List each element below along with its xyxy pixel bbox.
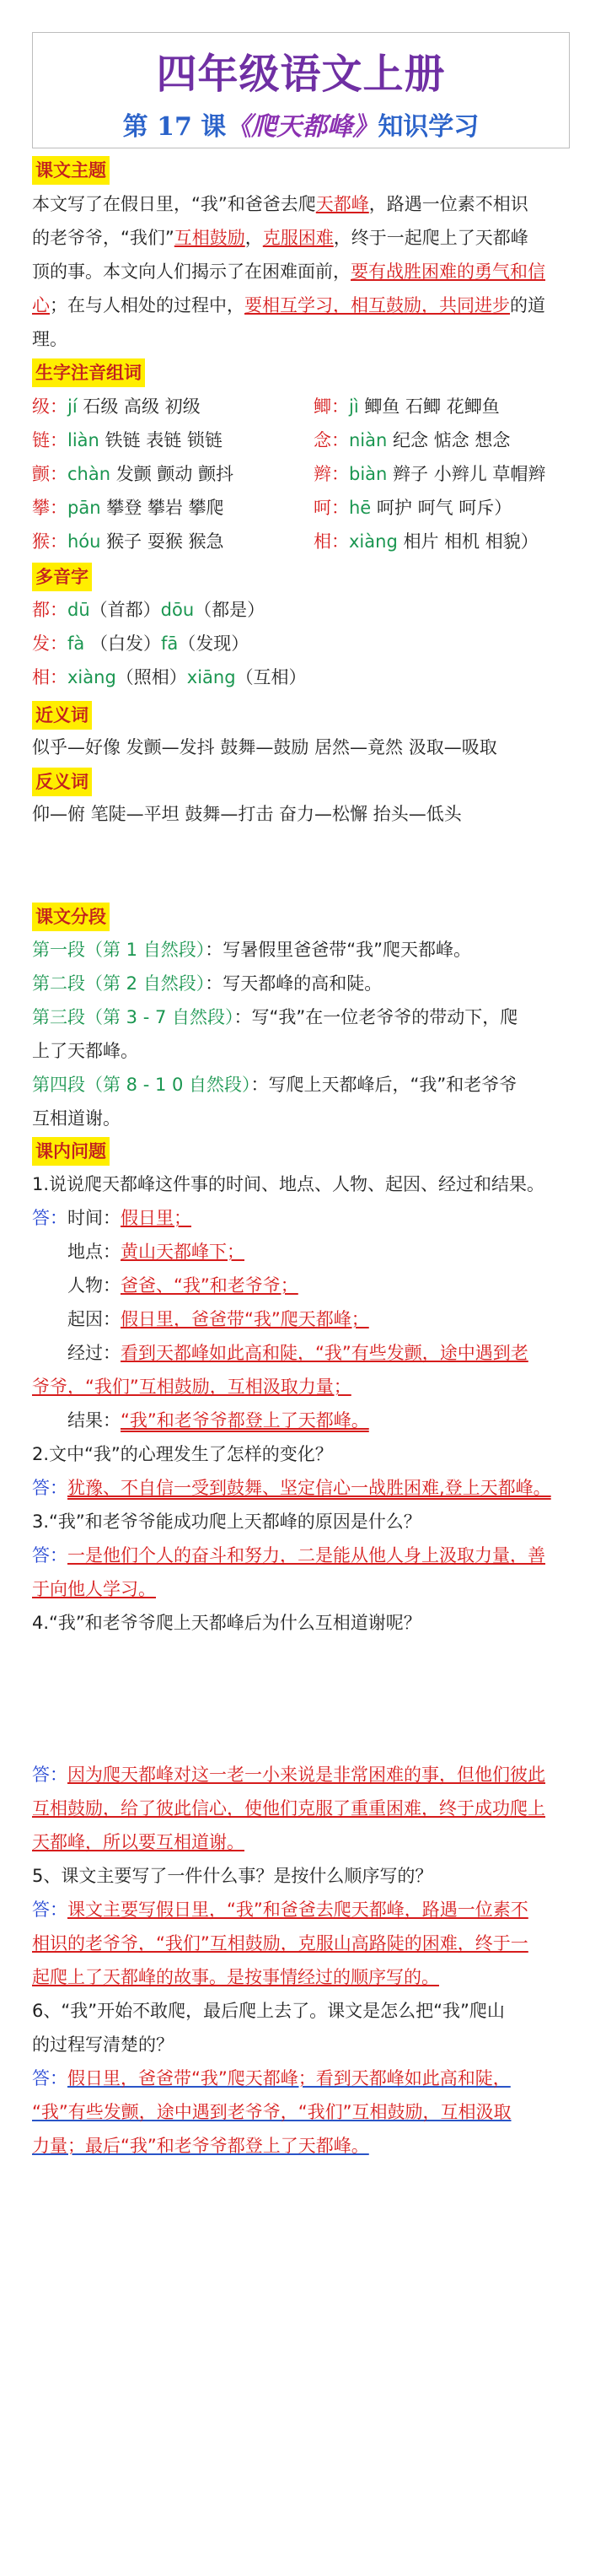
paragraph-label: 第一段（第 1 自然段） bbox=[32, 940, 206, 960]
synonym-list: 似乎—好像 发颤—发抖 鼓舞—鼓励 居然—竟然 汲取—吸取 bbox=[32, 737, 497, 757]
paragraph-text: 上了天都峰。 bbox=[32, 1041, 138, 1061]
polyphone-item bbox=[32, 627, 577, 660]
theme-line-5: 理。 bbox=[32, 329, 67, 349]
paragraph-item bbox=[32, 1034, 577, 1068]
pinyin-sound: jí bbox=[67, 396, 78, 417]
title-box bbox=[32, 32, 570, 148]
pinyin-sound: xiàng bbox=[349, 531, 398, 552]
pinyin-entry bbox=[314, 491, 512, 525]
polyphone-char: 相： bbox=[32, 667, 67, 687]
text: ，终于一起爬上了天都峰 bbox=[333, 228, 528, 248]
subtitle-lesson: 《爬天都峰》 bbox=[226, 112, 378, 142]
section-paragraphs: 课文分段 bbox=[32, 903, 110, 931]
answer-text: 一是他们个人的奋斗和努力，二是能从他人身上汲取力量，善 bbox=[67, 1545, 545, 1566]
q2-answer bbox=[32, 1471, 577, 1505]
answer-text: 相识的老爷爷，“我们”互相鼓励，克服山高路陡的困难，终于一 bbox=[32, 1933, 528, 1954]
paragraph-text: 互相道谢。 bbox=[32, 1108, 121, 1129]
answer-label: 答： bbox=[32, 1478, 67, 1498]
paragraph-text: ：写天都峰的高和陡。 bbox=[205, 973, 383, 994]
theme-line-1 bbox=[32, 187, 577, 221]
pinyin-words: 石级 高级 初级 bbox=[77, 396, 201, 417]
theme-line-2 bbox=[32, 221, 577, 255]
pinyin-words: 辫子 小辫儿 草帽辫 bbox=[387, 464, 546, 484]
q1-people bbox=[67, 1269, 577, 1302]
answer-text: 假日里； bbox=[121, 1208, 191, 1228]
pinyin-words: 呵护 呵气 呵斥） bbox=[371, 498, 512, 518]
section-theme: 课文主题 bbox=[32, 156, 110, 185]
q1-question: 1.说说爬天都峰这件事的时间、地点、人物、起因、经过和结果。 bbox=[32, 1174, 545, 1194]
q5-answer-3 bbox=[32, 1960, 577, 1994]
pinyin-char: 级： bbox=[32, 396, 67, 417]
q1-cause bbox=[67, 1302, 577, 1336]
section-synonym: 近义词 bbox=[32, 701, 92, 730]
pinyin-entry bbox=[314, 423, 510, 457]
pinyin-sound: hē bbox=[349, 498, 372, 518]
pinyin-char: 念： bbox=[314, 430, 349, 450]
pinyin-entry bbox=[32, 457, 233, 491]
pinyin-words: 铁链 表链 锁链 bbox=[99, 430, 223, 450]
lesson-subtitle bbox=[33, 105, 569, 143]
answer-text: 课文主要写假日里，“我”和爸爸去爬天都峰，路遇一位素不 bbox=[67, 1900, 528, 1920]
q6-answer-3 bbox=[32, 2129, 577, 2163]
answer-label: 答： bbox=[32, 2068, 67, 2088]
pinyin-words: 纪念 惦念 想念 bbox=[387, 430, 511, 450]
subtitle-prefix: 第 17 课 bbox=[122, 112, 227, 142]
keyword: 互相鼓励 bbox=[174, 228, 245, 248]
answer-text: 天都峰，所以要互相道谢。 bbox=[32, 1832, 244, 1852]
pinyin-sound: biàn bbox=[349, 464, 388, 484]
paragraph-item bbox=[32, 1000, 577, 1034]
q5-question: 5、课文主要写了一件什么事？是按什么顺序写的？ bbox=[32, 1866, 433, 1886]
text: ；在与人相处的过程中， bbox=[50, 295, 244, 315]
section-antonym: 反义词 bbox=[32, 768, 92, 796]
answer-text: 看到天都峰如此高和陡，“我”有些发颤，途中遇到老 bbox=[121, 1343, 528, 1363]
paragraph-label: 第四段（第 8 - 1 0 自然段） bbox=[32, 1075, 251, 1095]
paragraph-item bbox=[32, 1068, 577, 1102]
q1-result bbox=[67, 1404, 577, 1437]
q2-question: 2.文中“我”的心理发生了怎样的变化？ bbox=[32, 1444, 333, 1464]
q5-answer-1 bbox=[32, 1893, 577, 1927]
keyword: 要相互学习，相互鼓励，共同进步 bbox=[244, 295, 510, 315]
field-label: 人物： bbox=[67, 1275, 121, 1296]
pinyin-entry bbox=[314, 457, 545, 491]
q6-answer-1 bbox=[32, 2061, 577, 2095]
pinyin-char: 相： bbox=[314, 531, 349, 552]
pinyin-entry bbox=[32, 491, 224, 525]
field-label: 地点： bbox=[67, 1242, 121, 1262]
q1-process-cont bbox=[32, 1370, 577, 1404]
paragraph-label: 第二段（第 2 自然段） bbox=[32, 973, 206, 994]
polyphone-char: 都： bbox=[32, 600, 67, 620]
pinyin-sound: liàn bbox=[67, 430, 99, 450]
answer-label: 答： bbox=[32, 1545, 67, 1566]
pinyin-char: 辫： bbox=[314, 464, 349, 484]
field-label: 起因： bbox=[67, 1309, 121, 1329]
field-label: 经过： bbox=[67, 1343, 121, 1363]
pinyin-char: 猴： bbox=[32, 531, 67, 552]
q3-question: 3.“我”和老爷爷能成功爬上天都峰的原因是什么？ bbox=[32, 1512, 421, 1532]
answer-text: 黄山天都峰下； bbox=[121, 1242, 244, 1262]
section-polyphone: 多音字 bbox=[32, 563, 92, 591]
paragraph-item bbox=[32, 1102, 577, 1135]
polyphone-sound: fā bbox=[160, 633, 179, 654]
answer-text: 假日里，爸爸带“我”爬天都峰；看到天都峰如此高和陡， bbox=[67, 2068, 511, 2088]
pinyin-words: 鲫鱼 石鲫 花鲫鱼 bbox=[358, 396, 500, 417]
polyphone-item bbox=[32, 660, 577, 694]
pinyin-words: 攀登 攀岩 攀爬 bbox=[100, 498, 224, 518]
polyphone-char: 发： bbox=[32, 633, 67, 654]
pinyin-char: 鲫： bbox=[314, 396, 349, 417]
pinyin-sound: niàn bbox=[349, 430, 388, 450]
paragraph-item bbox=[32, 967, 577, 1000]
polyphone-item bbox=[32, 593, 577, 627]
polyphone-word: （都是） bbox=[194, 600, 265, 620]
pinyin-entry bbox=[32, 423, 223, 457]
pinyin-words: 发颤 颤动 颤抖 bbox=[110, 464, 234, 484]
answer-text: 起爬上了天都峰的故事。是按事情经过的顺序写的。 bbox=[32, 1967, 439, 1987]
pinyin-sound: hóu bbox=[67, 531, 101, 552]
answer-text: 犹豫、不自信一受到鼓舞、坚定信心一战胜困难,登上天都峰。 bbox=[67, 1478, 551, 1498]
answer-text: “我”和老爷爷都登上了天都峰。 bbox=[121, 1410, 369, 1431]
text: 的道 bbox=[510, 295, 545, 315]
pinyin-entry bbox=[32, 390, 201, 423]
pinyin-char: 呵： bbox=[314, 498, 349, 518]
paragraph-label: 第三段（第 3 - 7 自然段） bbox=[32, 1007, 234, 1027]
q5-answer-2 bbox=[32, 1927, 577, 1960]
text: 本文写了在假日里，“我”和爸爸去爬 bbox=[32, 194, 316, 214]
answer-label: 答： bbox=[32, 1765, 67, 1785]
q1-place bbox=[67, 1235, 577, 1269]
q4-question: 4.“我”和老爷爷爬上天都峰后为什么互相道谢呢？ bbox=[32, 1613, 421, 1633]
answer-text: 互相鼓励，给了彼此信心，使他们克服了重重困难，终于成功爬上 bbox=[32, 1798, 545, 1819]
polyphone-word: （发现） bbox=[178, 633, 249, 654]
text: ，路遇一位素不相识 bbox=[368, 194, 528, 214]
answer-text: 力量；最后“我”和老爷爷都登上了天都峰。 bbox=[32, 2136, 369, 2156]
text: 的老爷爷，“我们” bbox=[32, 228, 174, 248]
section-questions: 课内问题 bbox=[32, 1137, 110, 1166]
q6-question-2: 的过程写清楚的？ bbox=[32, 2034, 174, 2055]
field-label: 时间： bbox=[67, 1208, 121, 1228]
answer-label: 答： bbox=[32, 1208, 67, 1228]
q1-process bbox=[67, 1336, 577, 1370]
paragraph-text: ：写“我”在一位老爷爷的带动下，爬 bbox=[233, 1007, 518, 1027]
polyphone-word: （首都） bbox=[89, 600, 161, 620]
answer-text: “我”有些发颤，途中遇到老爷爷，“我们”互相鼓励，互相汲取 bbox=[32, 2102, 512, 2122]
q4-answer-1 bbox=[32, 1758, 577, 1792]
answer-text: 爸爸、“我”和老爷爷； bbox=[121, 1275, 298, 1296]
pinyin-char: 链： bbox=[32, 430, 67, 450]
answer-label: 答： bbox=[32, 1900, 67, 1920]
keyword: 天都峰 bbox=[315, 194, 369, 214]
pinyin-sound: pān bbox=[67, 498, 101, 518]
q3-answer-1 bbox=[32, 1539, 577, 1572]
keyword: 心 bbox=[32, 295, 50, 315]
field-label: 结果： bbox=[67, 1410, 121, 1431]
polyphone-sound: fà bbox=[67, 633, 85, 654]
text: 顶的事。本文向人们揭示了在困难面前， bbox=[32, 261, 351, 282]
polyphone-word: （白发） bbox=[84, 633, 161, 654]
q4-answer-3 bbox=[32, 1825, 577, 1859]
q1-time bbox=[32, 1201, 577, 1235]
polyphone-sound: xiàng bbox=[67, 667, 116, 687]
q6-question-1: 6、“我”开始不敢爬，最后爬上去了。课文是怎么把“我”爬山 bbox=[32, 2001, 505, 2021]
pinyin-entry bbox=[314, 525, 539, 558]
paragraph-item bbox=[32, 933, 577, 967]
pinyin-entry bbox=[32, 525, 224, 558]
answer-text: 因为爬天都峰对这一老一小来说是非常困难的事，但他们彼此 bbox=[67, 1765, 545, 1785]
polyphone-sound: dū bbox=[67, 600, 90, 620]
pinyin-entry bbox=[314, 390, 500, 423]
answer-text: 假日里，爸爸带“我”爬天都峰； bbox=[121, 1309, 369, 1329]
pinyin-sound: chàn bbox=[67, 464, 111, 484]
pinyin-words: 相片 相机 相貌） bbox=[397, 531, 539, 552]
answer-text: 爷爷，“我们”互相鼓励，互相汲取力量； bbox=[32, 1377, 351, 1397]
answer-text: 于向他人学习。 bbox=[32, 1579, 156, 1599]
subtitle-suffix: 知识学习 bbox=[378, 112, 480, 142]
polyphone-word: （照相） bbox=[115, 667, 187, 687]
theme-line-4 bbox=[32, 288, 577, 322]
polyphone-word: （互相） bbox=[235, 667, 307, 687]
q6-answer-2 bbox=[32, 2095, 577, 2129]
polyphone-sound: dōu bbox=[160, 600, 195, 620]
q4-answer-2 bbox=[32, 1792, 577, 1825]
pinyin-char: 颤： bbox=[32, 464, 67, 484]
pinyin-char: 攀： bbox=[32, 498, 67, 518]
polyphone-sound: xiāng bbox=[186, 667, 236, 687]
pinyin-words: 猴子 耍猴 猴急 bbox=[100, 531, 224, 552]
q3-answer-2 bbox=[32, 1572, 577, 1606]
keyword: 要有战胜困难的勇气和信 bbox=[351, 261, 545, 282]
paragraph-text: ：写暑假里爸爸带“我”爬天都峰。 bbox=[205, 940, 471, 960]
keyword: 克服困难 bbox=[262, 228, 334, 248]
paragraph-text: ：写爬上天都峰后，“我”和老爷爷 bbox=[250, 1075, 518, 1095]
antonym-list: 仰—俯 笔陡—平坦 鼓舞—打击 奋力—松懈 抬头—低头 bbox=[32, 804, 462, 824]
pinyin-sound: jì bbox=[349, 396, 359, 417]
page-title: 四年级语文上册 bbox=[156, 51, 446, 98]
theme-line-3 bbox=[32, 255, 577, 288]
text: ， bbox=[244, 228, 263, 248]
section-pinyin: 生字注音组词 bbox=[32, 358, 145, 387]
